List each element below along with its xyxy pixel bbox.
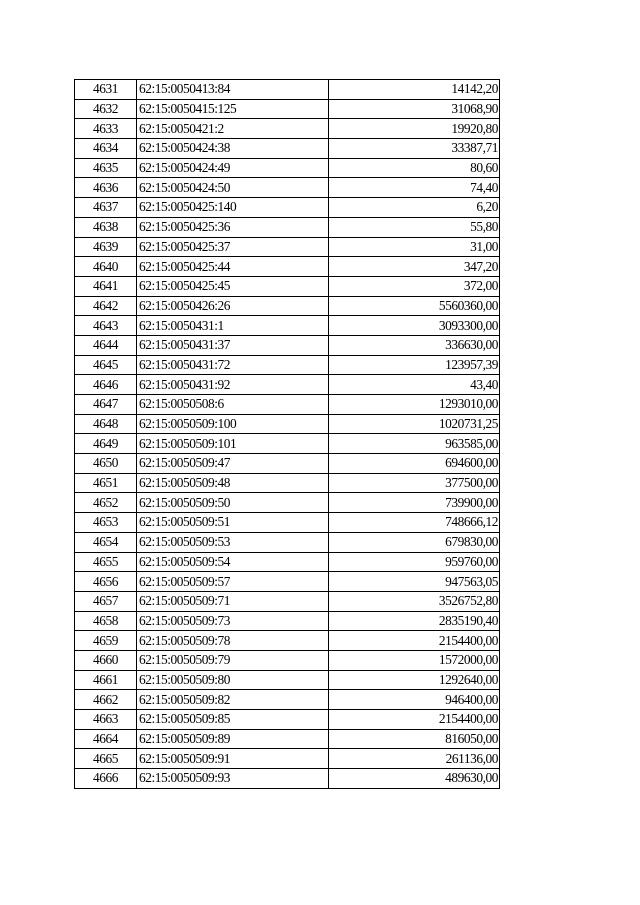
cadastral-number-cell: 62:15:0050509:53 <box>137 532 329 552</box>
row-number-cell: 4632 <box>75 99 137 119</box>
table-row <box>75 434 500 454</box>
value-cell: 3526752,80 <box>329 591 500 611</box>
cadastral-number-cell: 62:15:0050509:47 <box>137 454 329 474</box>
row-number-cell: 4638 <box>75 217 137 237</box>
cadastral-number-cell: 62:15:0050509:71 <box>137 591 329 611</box>
table-body <box>75 80 500 789</box>
cadastral-number-cell: 62:15:0050509:101 <box>137 434 329 454</box>
table-row <box>75 414 500 434</box>
table-row <box>75 139 500 159</box>
row-number-cell: 4635 <box>75 158 137 178</box>
table-row <box>75 513 500 533</box>
table-row <box>75 710 500 730</box>
cadastral-number-cell: 62:15:0050509:93 <box>137 769 329 789</box>
table-row <box>75 355 500 375</box>
value-cell: 80,60 <box>329 158 500 178</box>
table-row <box>75 395 500 415</box>
table-row <box>75 316 500 336</box>
cadastral-number-cell: 62:15:0050509:51 <box>137 513 329 533</box>
table-row <box>75 217 500 237</box>
table-row <box>75 257 500 277</box>
cadastral-number-cell: 62:15:0050425:36 <box>137 217 329 237</box>
value-cell: 123957,39 <box>329 355 500 375</box>
value-cell: 55,80 <box>329 217 500 237</box>
value-cell: 2154400,00 <box>329 710 500 730</box>
cadastral-number-cell: 62:15:0050424:50 <box>137 178 329 198</box>
value-cell: 261136,00 <box>329 749 500 769</box>
row-number-cell: 4643 <box>75 316 137 336</box>
row-number-cell: 4660 <box>75 650 137 670</box>
table-row <box>75 178 500 198</box>
cadastral-number-cell: 62:15:0050509:48 <box>137 473 329 493</box>
row-number-cell: 4647 <box>75 395 137 415</box>
cadastral-number-cell: 62:15:0050425:44 <box>137 257 329 277</box>
table-row <box>75 198 500 218</box>
cadastral-number-cell: 62:15:0050425:45 <box>137 276 329 296</box>
value-cell: 5560360,00 <box>329 296 500 316</box>
value-cell: 74,40 <box>329 178 500 198</box>
table-row <box>75 591 500 611</box>
value-cell: 33387,71 <box>329 139 500 159</box>
table-row <box>75 650 500 670</box>
cadastral-number-cell: 62:15:0050425:140 <box>137 198 329 218</box>
table-row <box>75 611 500 631</box>
row-number-cell: 4641 <box>75 276 137 296</box>
value-cell: 3093300,00 <box>329 316 500 336</box>
row-number-cell: 4658 <box>75 611 137 631</box>
table-row <box>75 375 500 395</box>
row-number-cell: 4656 <box>75 572 137 592</box>
value-cell: 748666,12 <box>329 513 500 533</box>
value-cell: 739900,00 <box>329 493 500 513</box>
table-row <box>75 670 500 690</box>
value-cell: 1020731,25 <box>329 414 500 434</box>
value-cell: 347,20 <box>329 257 500 277</box>
row-number-cell: 4654 <box>75 532 137 552</box>
cadastral-number-cell: 62:15:0050509:80 <box>137 670 329 690</box>
cadastral-number-cell: 62:15:0050431:37 <box>137 335 329 355</box>
row-number-cell: 4662 <box>75 690 137 710</box>
cadastral-number-cell: 62:15:0050426:26 <box>137 296 329 316</box>
row-number-cell: 4665 <box>75 749 137 769</box>
row-number-cell: 4663 <box>75 710 137 730</box>
value-cell: 336630,00 <box>329 335 500 355</box>
document-page <box>74 79 499 789</box>
value-cell: 19920,80 <box>329 119 500 139</box>
table-row <box>75 690 500 710</box>
table-row <box>75 631 500 651</box>
value-cell: 2154400,00 <box>329 631 500 651</box>
table-row <box>75 454 500 474</box>
table-row <box>75 572 500 592</box>
value-cell: 31,00 <box>329 237 500 257</box>
value-cell: 963585,00 <box>329 434 500 454</box>
cadastral-number-cell: 62:15:0050509:57 <box>137 572 329 592</box>
table-row <box>75 335 500 355</box>
cadastral-value-table <box>74 79 500 789</box>
cadastral-number-cell: 62:15:0050509:78 <box>137 631 329 651</box>
row-number-cell: 4664 <box>75 729 137 749</box>
row-number-cell: 4640 <box>75 257 137 277</box>
row-number-cell: 4649 <box>75 434 137 454</box>
value-cell: 947563,05 <box>329 572 500 592</box>
table-row <box>75 276 500 296</box>
table-row <box>75 119 500 139</box>
row-number-cell: 4657 <box>75 591 137 611</box>
row-number-cell: 4659 <box>75 631 137 651</box>
table-row <box>75 729 500 749</box>
table-row <box>75 769 500 789</box>
table-row <box>75 296 500 316</box>
row-number-cell: 4633 <box>75 119 137 139</box>
table-row <box>75 552 500 572</box>
cadastral-number-cell: 62:15:0050424:49 <box>137 158 329 178</box>
table-row <box>75 473 500 493</box>
value-cell: 14142,20 <box>329 80 500 100</box>
row-number-cell: 4653 <box>75 513 137 533</box>
table-row <box>75 493 500 513</box>
cadastral-number-cell: 62:15:0050509:79 <box>137 650 329 670</box>
row-number-cell: 4650 <box>75 454 137 474</box>
value-cell: 1293010,00 <box>329 395 500 415</box>
cadastral-number-cell: 62:15:0050413:84 <box>137 80 329 100</box>
value-cell: 959760,00 <box>329 552 500 572</box>
cadastral-number-cell: 62:15:0050421:2 <box>137 119 329 139</box>
cadastral-number-cell: 62:15:0050509:54 <box>137 552 329 572</box>
table-row <box>75 237 500 257</box>
cadastral-number-cell: 62:15:0050509:91 <box>137 749 329 769</box>
row-number-cell: 4644 <box>75 335 137 355</box>
table-row <box>75 749 500 769</box>
value-cell: 694600,00 <box>329 454 500 474</box>
row-number-cell: 4634 <box>75 139 137 159</box>
value-cell: 946400,00 <box>329 690 500 710</box>
cadastral-number-cell: 62:15:0050415:125 <box>137 99 329 119</box>
row-number-cell: 4637 <box>75 198 137 218</box>
cadastral-number-cell: 62:15:0050508:6 <box>137 395 329 415</box>
cadastral-number-cell: 62:15:0050509:82 <box>137 690 329 710</box>
cadastral-number-cell: 62:15:0050509:73 <box>137 611 329 631</box>
row-number-cell: 4646 <box>75 375 137 395</box>
value-cell: 43,40 <box>329 375 500 395</box>
value-cell: 377500,00 <box>329 473 500 493</box>
value-cell: 1572000,00 <box>329 650 500 670</box>
row-number-cell: 4639 <box>75 237 137 257</box>
row-number-cell: 4652 <box>75 493 137 513</box>
row-number-cell: 4666 <box>75 769 137 789</box>
value-cell: 2835190,40 <box>329 611 500 631</box>
row-number-cell: 4636 <box>75 178 137 198</box>
cadastral-number-cell: 62:15:0050509:100 <box>137 414 329 434</box>
table-row <box>75 99 500 119</box>
value-cell: 6,20 <box>329 198 500 218</box>
value-cell: 816050,00 <box>329 729 500 749</box>
cadastral-number-cell: 62:15:0050425:37 <box>137 237 329 257</box>
value-cell: 372,00 <box>329 276 500 296</box>
cadastral-number-cell: 62:15:0050424:38 <box>137 139 329 159</box>
row-number-cell: 4655 <box>75 552 137 572</box>
cadastral-number-cell: 62:15:0050431:92 <box>137 375 329 395</box>
cadastral-number-cell: 62:15:0050509:50 <box>137 493 329 513</box>
row-number-cell: 4651 <box>75 473 137 493</box>
value-cell: 1292640,00 <box>329 670 500 690</box>
value-cell: 31068,90 <box>329 99 500 119</box>
row-number-cell: 4642 <box>75 296 137 316</box>
table-row <box>75 532 500 552</box>
value-cell: 679830,00 <box>329 532 500 552</box>
cadastral-number-cell: 62:15:0050509:85 <box>137 710 329 730</box>
table-row <box>75 80 500 100</box>
row-number-cell: 4631 <box>75 80 137 100</box>
value-cell: 489630,00 <box>329 769 500 789</box>
table-row <box>75 158 500 178</box>
row-number-cell: 4645 <box>75 355 137 375</box>
cadastral-number-cell: 62:15:0050509:89 <box>137 729 329 749</box>
row-number-cell: 4648 <box>75 414 137 434</box>
row-number-cell: 4661 <box>75 670 137 690</box>
cadastral-number-cell: 62:15:0050431:1 <box>137 316 329 336</box>
cadastral-number-cell: 62:15:0050431:72 <box>137 355 329 375</box>
